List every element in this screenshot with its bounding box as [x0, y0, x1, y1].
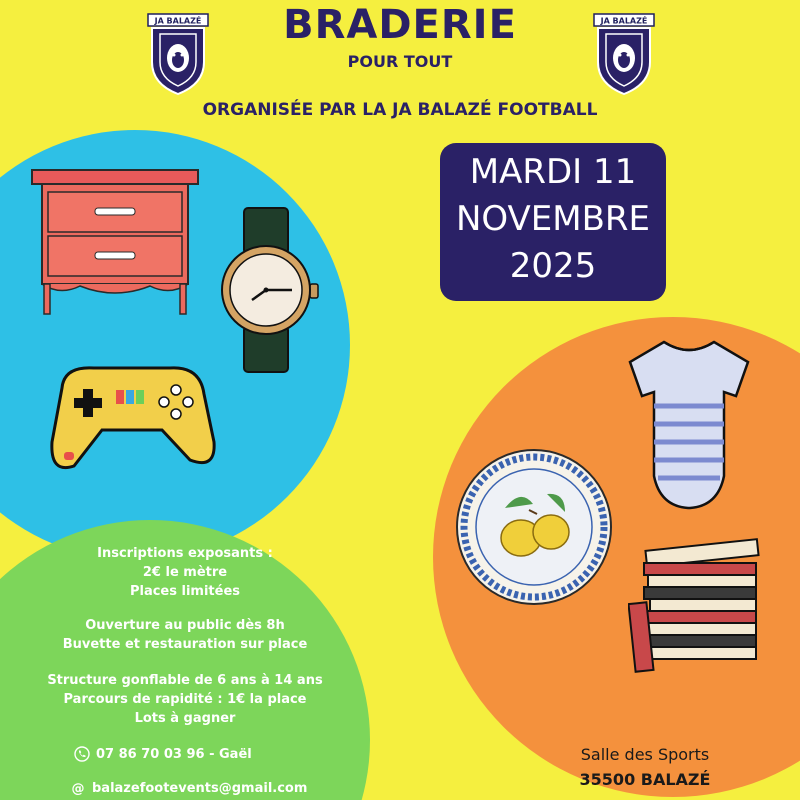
poster-subtitle: POUR TOUT — [347, 52, 453, 71]
phone-text: 07 86 70 03 96 - Gaël — [96, 746, 252, 762]
organiser-line: ORGANISÉE PAR LA JA BALAZÉ FOOTBALL — [202, 100, 598, 120]
books-icon — [628, 533, 768, 677]
at-icon — [70, 780, 86, 796]
crest-right-icon — [592, 10, 656, 98]
gamepad-icon — [44, 346, 220, 480]
crest-left-icon — [146, 10, 210, 98]
opening-info — [40, 616, 330, 654]
phone-icon — [74, 746, 90, 762]
activities-info — [30, 671, 340, 728]
svg-text:JA BALAZÉ: JA BALAZÉ — [600, 16, 648, 26]
plate-icon — [455, 448, 613, 606]
venue-place: Salle des Sports — [580, 745, 710, 764]
watch-icon — [214, 206, 320, 374]
exhibitors-price: 2€ le mètre — [142, 565, 228, 580]
contact-email[interactable] — [70, 780, 307, 796]
dresser-icon — [30, 168, 200, 316]
poster-title: BRADERIE — [283, 2, 517, 48]
date-year: 2025 — [509, 246, 597, 286]
course-info: Parcours de rapidité : 1€ la place — [63, 692, 307, 707]
onesie-icon — [624, 336, 754, 514]
contact-phone[interactable] — [74, 746, 252, 762]
svg-text:@: @ — [71, 781, 85, 796]
date-month: NOVEMBRE — [455, 199, 651, 239]
date-box — [440, 143, 666, 301]
opening-hours: Ouverture au public dès 8h — [85, 618, 285, 633]
venue-city: 35500 BALAZÉ — [579, 770, 711, 789]
svg-text:JA BALAZÉ: JA BALAZÉ — [154, 16, 202, 26]
food-info: Buvette et restauration sur place — [62, 637, 308, 652]
date-day: MARDI 11 — [469, 152, 637, 192]
inflatable-info: Structure gonflable de 6 ans à 14 ans — [47, 673, 323, 688]
prizes-info: Lots à gagner — [134, 711, 236, 726]
exhibitors-info — [60, 544, 310, 601]
email-text: balazefootevents@gmail.com — [92, 780, 308, 796]
exhibitors-title: Inscriptions exposants : — [97, 546, 273, 561]
exhibitors-places: Places limitées — [129, 584, 241, 599]
venue — [545, 742, 745, 792]
